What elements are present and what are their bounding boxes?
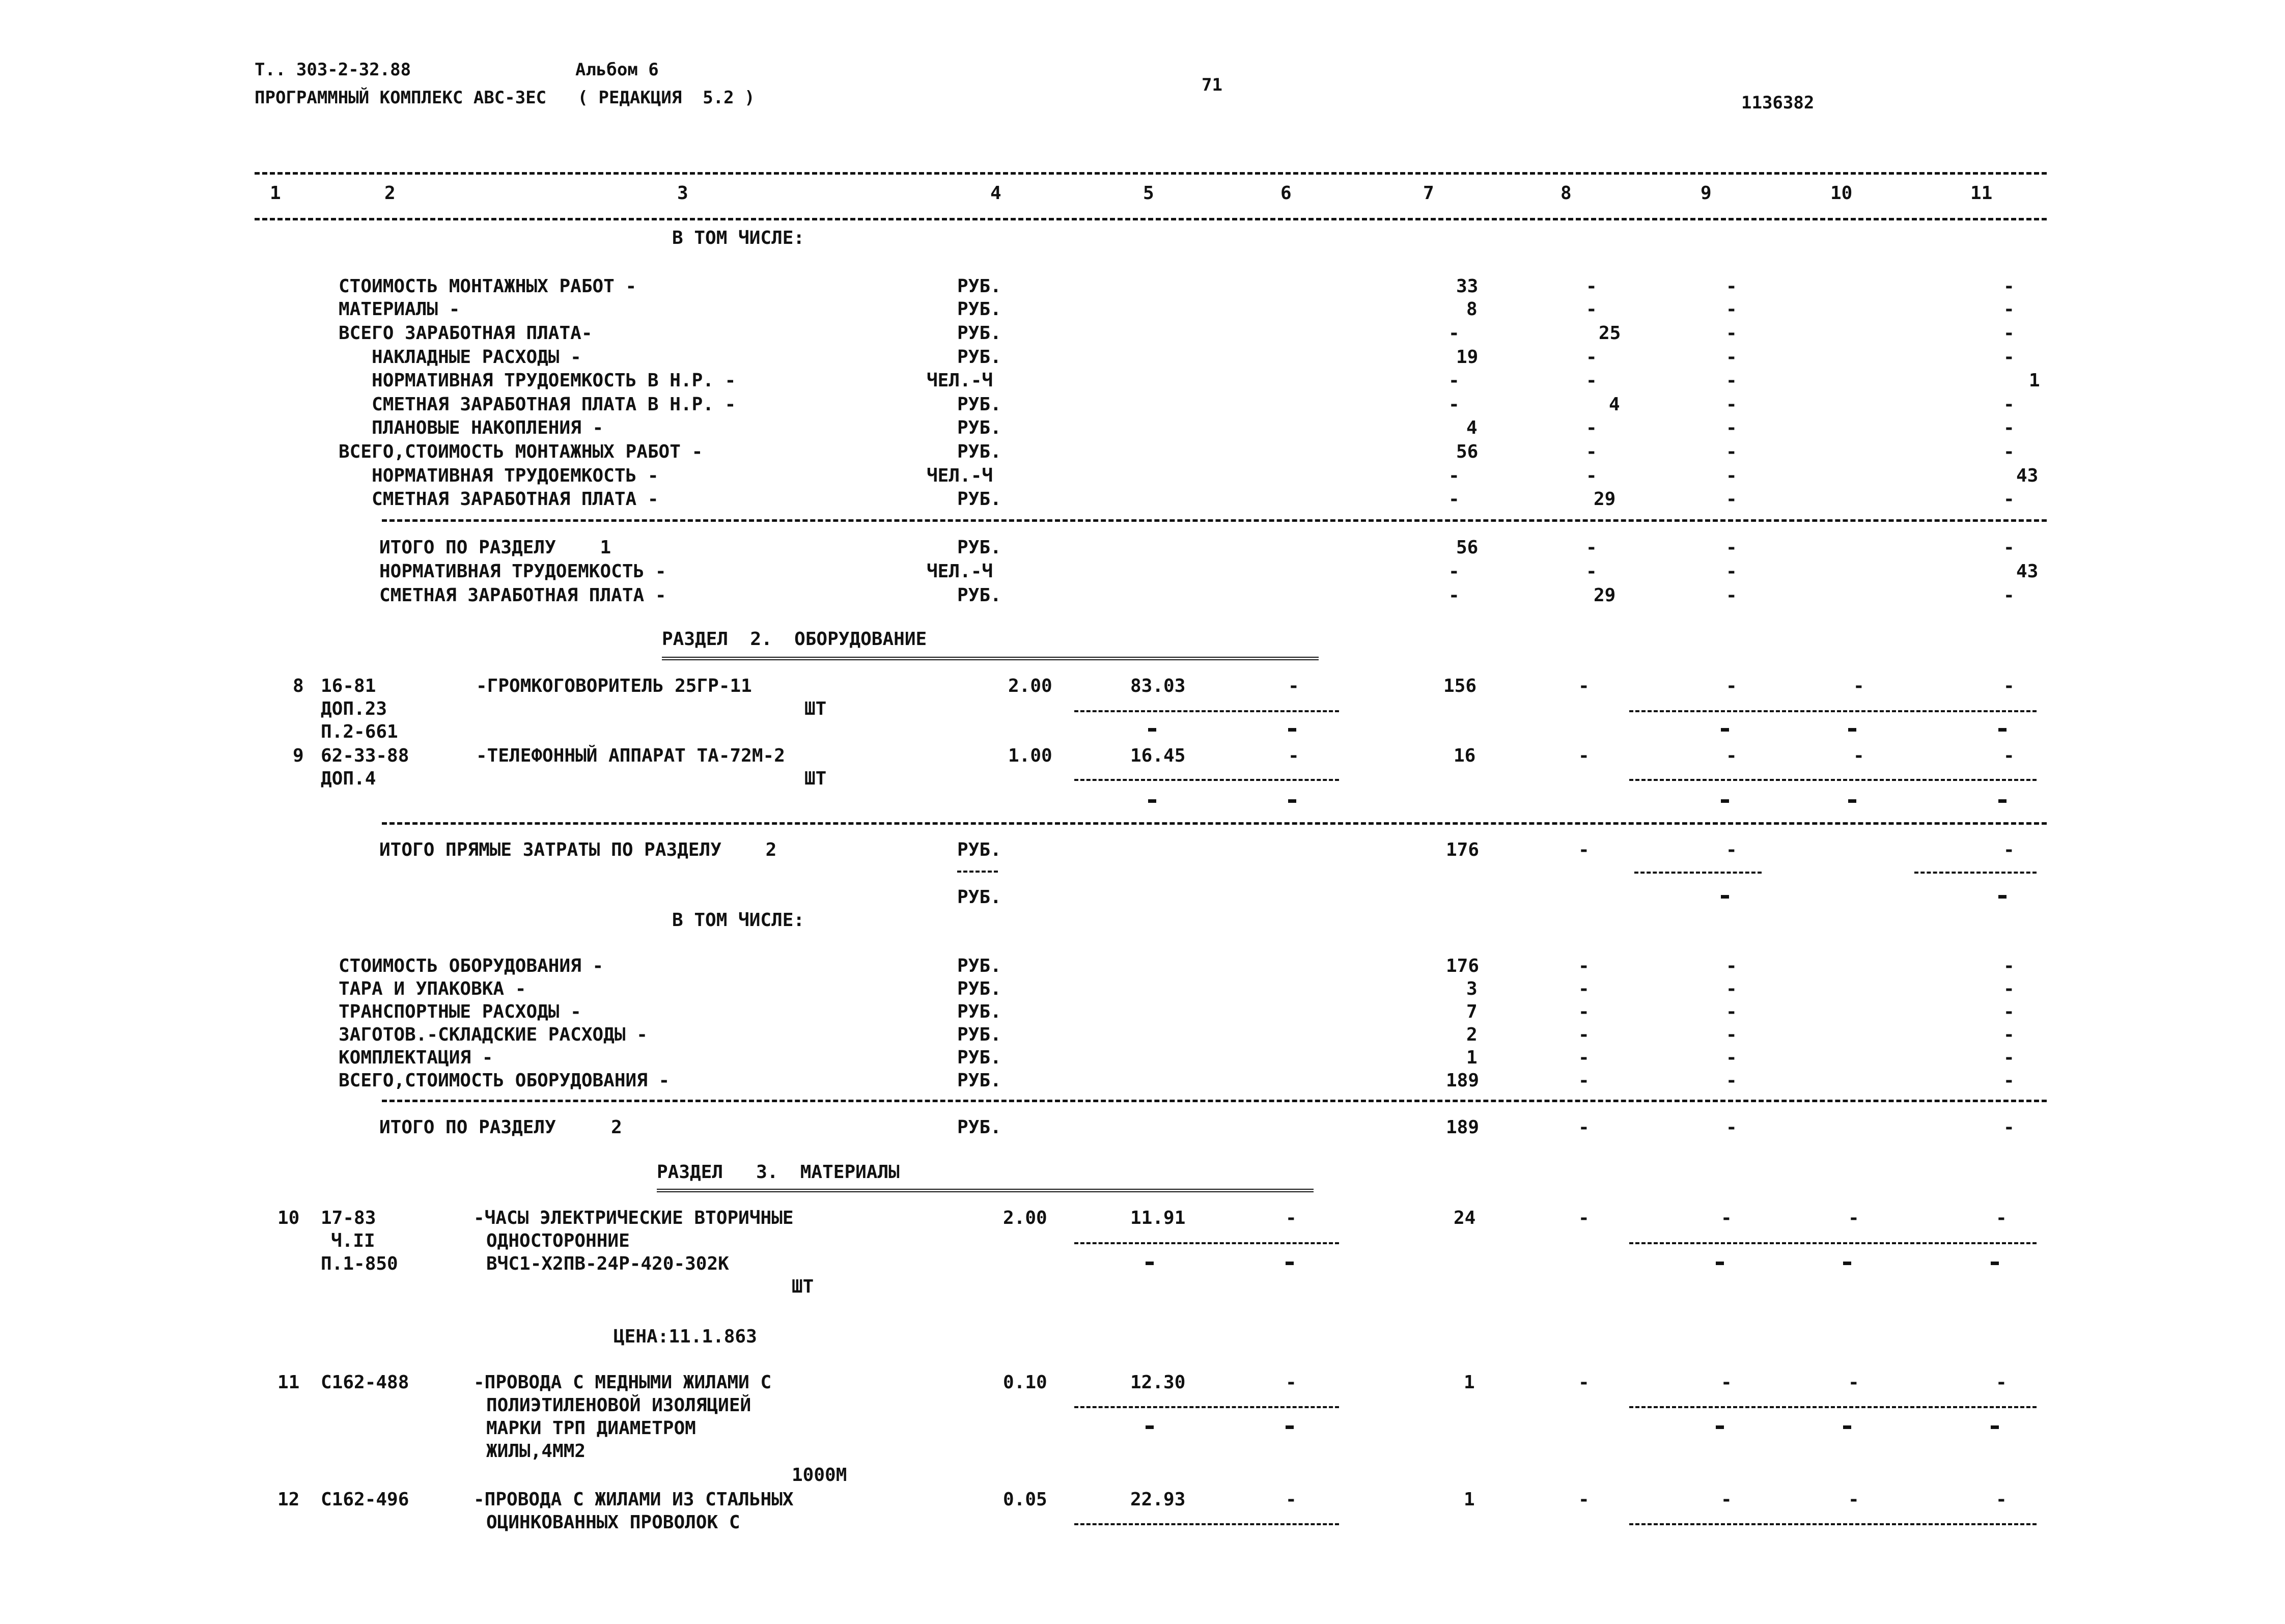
row-col9: -: [1726, 394, 1737, 415]
item-col7: 156: [1443, 676, 1477, 696]
total-col9: -: [1726, 561, 1737, 582]
row-col7: -: [1448, 465, 1460, 486]
row-col11: -: [2003, 417, 2015, 438]
total-col11: 43: [2016, 561, 2039, 582]
row-col8: -: [1578, 1024, 1590, 1045]
item-col4: 0.05: [1003, 1489, 1047, 1510]
row-unit: РУБ.: [957, 299, 1001, 320]
item-col9: -: [1726, 745, 1737, 766]
row-unit: РУБ.: [957, 394, 1001, 415]
dash-mark: [1288, 799, 1296, 803]
item-col11: -: [1996, 1208, 2007, 1228]
item-name-2: ОЦИНКОВАННЫХ ПРОВОЛОК С: [486, 1512, 740, 1533]
row-col7: 1: [1466, 1047, 1478, 1068]
item-number: 12: [277, 1489, 300, 1510]
row-col9: -: [1726, 956, 1737, 976]
total-col9: -: [1726, 537, 1737, 558]
section3-title: РАЗДЕЛ 3. МАТЕРИАЛЫ: [657, 1162, 900, 1183]
total-unit-2: РУБ.: [957, 887, 1001, 908]
row-col9: -: [1726, 1070, 1737, 1091]
total-col7: 176: [1446, 839, 1480, 860]
subrule: [1629, 1523, 2037, 1525]
item-name-3: МАРКИ ТРП ДИАМЕТРОМ: [486, 1418, 696, 1439]
subrule: [1074, 1406, 1339, 1408]
item-code-2: Ч.II: [331, 1230, 375, 1251]
item-col7: 1: [1464, 1489, 1475, 1510]
row-unit: РУБ.: [957, 276, 1001, 297]
section2-title: РАЗДЕЛ 2. ОБОРУДОВАНИЕ: [662, 629, 927, 650]
item-col11: -: [2003, 676, 2015, 696]
total-col7: 189: [1446, 1117, 1480, 1138]
row-col7: 176: [1446, 956, 1480, 976]
item-code: С162-488: [321, 1372, 409, 1393]
item-col4: 1.00: [1008, 745, 1052, 766]
total-col8: -: [1578, 1117, 1590, 1138]
section2-title-underline: [662, 657, 1319, 660]
row-col9: -: [1726, 1024, 1737, 1045]
row-label: СТОИМОСТЬ МОНТАЖНЫХ РАБОТ -: [339, 276, 637, 297]
row-col9: -: [1726, 465, 1737, 486]
row-unit: РУБ.: [957, 956, 1001, 976]
row-label: СМЕТНАЯ ЗАРАБОТНАЯ ПЛАТА В Н.Р. -: [339, 394, 736, 415]
row-col11: -: [2003, 394, 2015, 415]
item-col6: -: [1288, 745, 1299, 766]
row-col9: -: [1726, 417, 1737, 438]
row-unit: РУБ.: [957, 489, 1001, 510]
total-col11: -: [2003, 585, 2015, 606]
total-col8: 29: [1594, 585, 1616, 606]
row-col8: -: [1586, 441, 1597, 462]
column-header-9: 9: [1701, 183, 1712, 204]
subrule: [1914, 872, 2037, 874]
total-col7: -: [1448, 561, 1460, 582]
row-col7: 8: [1466, 299, 1478, 320]
dash-mark: [1721, 728, 1729, 732]
row-col7: 19: [1456, 347, 1479, 368]
total-label: ИТОГО ПО РАЗДЕЛУ 2: [379, 1117, 622, 1138]
row-col9: -: [1726, 323, 1737, 344]
section3-title-underline: [657, 1189, 1314, 1192]
dash-mark: [1288, 728, 1296, 732]
document-code: Т.. 303-2-32.88: [255, 60, 411, 80]
dash-mark: [1716, 1425, 1724, 1429]
total-col9: -: [1726, 585, 1737, 606]
dash-mark: [1721, 895, 1729, 899]
item-col10: -: [1853, 676, 1864, 696]
row-col8: 25: [1599, 323, 1621, 344]
item-col6: -: [1286, 1208, 1297, 1228]
total-col8: -: [1586, 537, 1597, 558]
dash-mark: [1148, 799, 1156, 803]
item-col4: 0.10: [1003, 1372, 1047, 1393]
dash-mark: [1146, 1425, 1154, 1429]
row-col11: -: [2003, 323, 2015, 344]
row-col7: 7: [1466, 1001, 1478, 1022]
row-label: ТАРА И УПАКОВКА -: [339, 978, 526, 999]
row-label: ВСЕГО ЗАРАБОТНАЯ ПЛАТА-: [339, 323, 593, 344]
row-col8: -: [1586, 465, 1597, 486]
item-code-2: ДОП.4: [321, 768, 376, 789]
row-unit: ЧЕЛ.-Ч: [927, 370, 993, 391]
item-unit: ШТ: [804, 768, 827, 789]
dash-mark: [1843, 1262, 1851, 1265]
dash-mark: [1991, 1425, 1999, 1429]
row-col11: -: [2003, 1070, 2015, 1091]
row-col11: -: [2003, 1047, 2015, 1068]
subrule: [1629, 779, 2037, 781]
total-label: СМЕТНАЯ ЗАРАБОТНАЯ ПЛАТА -: [379, 585, 666, 606]
column-header-8: 8: [1561, 183, 1572, 204]
item-col6: -: [1288, 676, 1299, 696]
column-header-10: 10: [1830, 183, 1853, 204]
row-col8: -: [1578, 1047, 1590, 1068]
row-col9: -: [1726, 489, 1737, 510]
item-col10: -: [1853, 745, 1864, 766]
item-name: -ТЕЛЕФОННЫЙ АППАРАТ ТА-72М-2: [476, 745, 785, 766]
column-header-4: 4: [990, 183, 1001, 204]
row-unit: РУБ.: [957, 441, 1001, 462]
item-number: 11: [277, 1372, 300, 1393]
item-col11: -: [2003, 745, 2015, 766]
column-header-5: 5: [1143, 183, 1154, 204]
total-unit: РУБ.: [957, 537, 1001, 558]
row-label: СТОИМОСТЬ ОБОРУДОВАНИЯ -: [339, 956, 604, 976]
row-col9: -: [1726, 347, 1737, 368]
row-col11: -: [2003, 1024, 2015, 1045]
row-col9: -: [1726, 1047, 1737, 1068]
item-code: 16-81: [321, 676, 376, 696]
dash-mark: [1146, 1262, 1154, 1265]
item-code-3: П.1-850: [321, 1253, 398, 1274]
row-label: КОМПЛЕКТАЦИЯ -: [339, 1047, 493, 1068]
item-name-2: ОДНОСТОРОННИЕ: [486, 1230, 630, 1251]
item-col5: 22.93: [1130, 1489, 1186, 1510]
item-col5: 83.03: [1130, 676, 1186, 696]
row-col7: -: [1448, 489, 1460, 510]
item-number: 8: [293, 676, 304, 696]
item-name: -ПРОВОДА С ЖИЛАМИ ИЗ СТАЛЬНЫХ: [473, 1489, 794, 1510]
item-code: С162-496: [321, 1489, 409, 1510]
table-header-rule: [255, 218, 2047, 220]
row-col8: -: [1586, 299, 1597, 320]
row-col7: -: [1448, 394, 1460, 415]
item-col6: -: [1286, 1489, 1297, 1510]
item-col8: -: [1578, 1372, 1590, 1393]
item-number: 10: [277, 1208, 300, 1228]
section1-total-rule: [382, 519, 2047, 522]
dash-mark: [1991, 1262, 1999, 1265]
subrule: [1074, 710, 1339, 712]
album-label: Альбом 6: [575, 60, 659, 80]
dash-mark: [1721, 799, 1729, 803]
row-unit: ЧЕЛ.-Ч: [927, 465, 993, 486]
item-col7: 1: [1464, 1372, 1475, 1393]
item-name-2: ПОЛИЭТИЛЕНОВОЙ ИЗОЛЯЦИЕЙ: [486, 1395, 751, 1416]
dash-mark: [1998, 895, 2007, 899]
item-code: 62-33-88: [321, 745, 409, 766]
column-header-6: 6: [1280, 183, 1292, 204]
item-col4: 2.00: [1008, 676, 1052, 696]
row-label: ВСЕГО,СТОИМОСТЬ МОНТАЖНЫХ РАБОТ -: [339, 441, 703, 462]
item-col10: -: [1848, 1208, 1859, 1228]
row-col7: 189: [1446, 1070, 1480, 1091]
column-header-7: 7: [1423, 183, 1434, 204]
total-label: ИТОГО ПРЯМЫЕ ЗАТРАТЫ ПО РАЗДЕЛУ 2: [379, 839, 777, 860]
item-name-4: ЖИЛЫ,4ММ2: [486, 1441, 586, 1462]
dash-mark: [1998, 728, 2007, 732]
item-col6: -: [1286, 1372, 1297, 1393]
row-col7: 2: [1466, 1024, 1478, 1045]
column-header-1: 1: [270, 183, 281, 204]
subrule: [1629, 1406, 2037, 1408]
row-col8: -: [1578, 1070, 1590, 1091]
total-unit: РУБ.: [957, 839, 1001, 860]
item-col8: -: [1578, 1489, 1590, 1510]
subrule: [1074, 779, 1339, 781]
document-number: 1136382: [1741, 93, 1815, 113]
subrule: [1074, 1523, 1339, 1525]
row-col11: -: [2003, 299, 2015, 320]
page-number: 71: [1202, 75, 1222, 95]
total-unit: ЧЕЛ.-Ч: [927, 561, 993, 582]
row-label: НАКЛАДНЫЕ РАСХОДЫ -: [339, 347, 581, 368]
subrule: [1629, 710, 2037, 712]
item-name-3: ВЧС1-Х2ПВ-24Р-420-302К: [486, 1253, 729, 1274]
row-unit: РУБ.: [957, 1047, 1001, 1068]
item-col8: -: [1578, 676, 1590, 696]
item-col5: 16.45: [1130, 745, 1186, 766]
item-col8: -: [1578, 1208, 1590, 1228]
row-label: ВСЕГО,СТОИМОСТЬ ОБОРУДОВАНИЯ -: [339, 1070, 670, 1091]
dash-mark: [1848, 799, 1856, 803]
item-col8: -: [1578, 745, 1590, 766]
total-label: НОРМАТИВНАЯ ТРУДОЕМКОСТЬ -: [379, 561, 666, 582]
item-name: -ГРОМКОГОВОРИТЕЛЬ 25ГР-11: [476, 676, 752, 696]
item-col9: -: [1721, 1372, 1732, 1393]
row-label: ПЛАНОВЫЕ НАКОПЛЕНИЯ -: [339, 417, 604, 438]
dash-mark: [1848, 728, 1856, 732]
row-col9: -: [1726, 299, 1737, 320]
row-col8: -: [1578, 1001, 1590, 1022]
row-unit: РУБ.: [957, 978, 1001, 999]
row-unit: РУБ.: [957, 1024, 1001, 1045]
row-col7: 3: [1466, 978, 1478, 999]
row-col7: -: [1448, 370, 1460, 391]
row-col8: 4: [1609, 394, 1620, 415]
row-col11: -: [2003, 1001, 2015, 1022]
subrule: [957, 871, 998, 873]
row-col11: 43: [2016, 465, 2039, 486]
subrule: [1634, 872, 1762, 874]
section1-breakdown-heading: В ТОМ ЧИСЛЕ:: [672, 228, 805, 248]
row-label: НОРМАТИВНАЯ ТРУДОЕМКОСТЬ -: [339, 465, 659, 486]
row-unit: РУБ.: [957, 417, 1001, 438]
row-col9: -: [1726, 1001, 1737, 1022]
item-col4: 2.00: [1003, 1208, 1047, 1228]
section2-breakdown-heading: В ТОМ ЧИСЛЕ:: [672, 910, 805, 931]
dash-mark: [1148, 728, 1156, 732]
item-col9: -: [1726, 676, 1737, 696]
total-col7: -: [1448, 585, 1460, 606]
item-col5: 11.91: [1130, 1208, 1186, 1228]
row-label: МАТЕРИАЛЫ -: [339, 299, 460, 320]
row-col8: 29: [1594, 489, 1616, 510]
row-label: ТРАНСПОРТНЫЕ РАСХОДЫ -: [339, 1001, 581, 1022]
item-col10: -: [1848, 1372, 1859, 1393]
row-col8: -: [1578, 978, 1590, 999]
row-col7: 4: [1466, 417, 1478, 438]
item-col9: -: [1721, 1489, 1732, 1510]
row-col8: -: [1586, 347, 1597, 368]
row-col11: -: [2003, 978, 2015, 999]
item-col7: 24: [1454, 1208, 1476, 1228]
column-header-3: 3: [677, 183, 688, 204]
row-col11: -: [2003, 489, 2015, 510]
row-col11: -: [2003, 441, 2015, 462]
total-col11: -: [2003, 839, 2015, 860]
row-label: НОРМАТИВНАЯ ТРУДОЕМКОСТЬ В Н.Р. -: [339, 370, 736, 391]
column-header-2: 2: [384, 183, 396, 204]
section2-direct-rule: [382, 822, 2047, 825]
row-col8: -: [1586, 417, 1597, 438]
item-col5: 12.30: [1130, 1372, 1186, 1393]
item-unit: 1000М: [792, 1465, 847, 1486]
item-code-3: П.2-661: [321, 721, 398, 742]
item-unit: ШТ: [804, 698, 827, 719]
row-col8: -: [1586, 370, 1597, 391]
total-unit: РУБ.: [957, 585, 1001, 606]
row-col11: -: [2003, 347, 2015, 368]
subrule: [1629, 1242, 2037, 1244]
item-col11: -: [1996, 1372, 2007, 1393]
column-header-11: 11: [1970, 183, 1993, 204]
dash-mark: [1843, 1425, 1851, 1429]
item-name: -ЧАСЫ ЭЛЕКТРИЧЕСКИЕ ВТОРИЧНЫЕ: [473, 1208, 794, 1228]
item-col9: -: [1721, 1208, 1732, 1228]
item-name: -ПРОВОДА С МЕДНЫМИ ЖИЛАМИ С: [473, 1372, 772, 1393]
row-col11: -: [2003, 956, 2015, 976]
row-col9: -: [1726, 370, 1737, 391]
total-col11: -: [2003, 537, 2015, 558]
item-number: 9: [293, 745, 304, 766]
total-label: ИТОГО ПО РАЗДЕЛУ 1: [379, 537, 611, 558]
item-col7: 16: [1454, 745, 1476, 766]
row-col8: -: [1586, 276, 1597, 297]
total-col11: -: [2003, 1117, 2015, 1138]
row-col9: -: [1726, 978, 1737, 999]
row-unit: РУБ.: [957, 347, 1001, 368]
row-col8: -: [1578, 956, 1590, 976]
dash-mark: [1716, 1262, 1724, 1265]
section2-total-rule: [382, 1100, 2047, 1102]
dash-mark: [1998, 799, 2007, 803]
item-code-2: ДОП.23: [321, 698, 387, 719]
total-col8: -: [1586, 561, 1597, 582]
dash-mark: [1286, 1262, 1294, 1265]
item-col11: -: [1996, 1489, 2007, 1510]
total-col7: 56: [1456, 537, 1479, 558]
total-col9: -: [1726, 1117, 1737, 1138]
row-unit: РУБ.: [957, 1001, 1001, 1022]
row-col9: -: [1726, 441, 1737, 462]
program-label: ПРОГРАММНЫЙ КОМПЛЕКС АВС-3ЕС ( РЕДАКЦИЯ 5.2 ): [255, 88, 755, 108]
dash-mark: [1286, 1425, 1294, 1429]
row-col7: -: [1448, 323, 1460, 344]
row-unit: РУБ.: [957, 1070, 1001, 1091]
total-col9: -: [1726, 839, 1737, 860]
item-code: 17-83: [321, 1208, 376, 1228]
row-col11: -: [2003, 276, 2015, 297]
table-top-rule: [255, 172, 2047, 175]
price-note: ЦЕНА:11.1.863: [614, 1326, 757, 1347]
row-col7: 56: [1456, 441, 1479, 462]
row-col9: -: [1726, 276, 1737, 297]
item-col10: -: [1848, 1489, 1859, 1510]
row-label: ЗАГОТОВ.-СКЛАДСКИЕ РАСХОДЫ -: [339, 1024, 648, 1045]
total-col8: -: [1578, 839, 1590, 860]
item-unit: ШТ: [792, 1276, 814, 1297]
row-unit: РУБ.: [957, 323, 1001, 344]
total-unit: РУБ.: [957, 1117, 1001, 1138]
row-col7: 33: [1456, 276, 1479, 297]
row-col11: 1: [2029, 370, 2040, 391]
subrule: [1074, 1242, 1339, 1244]
row-label: СМЕТНАЯ ЗАРАБОТНАЯ ПЛАТА -: [339, 489, 659, 510]
